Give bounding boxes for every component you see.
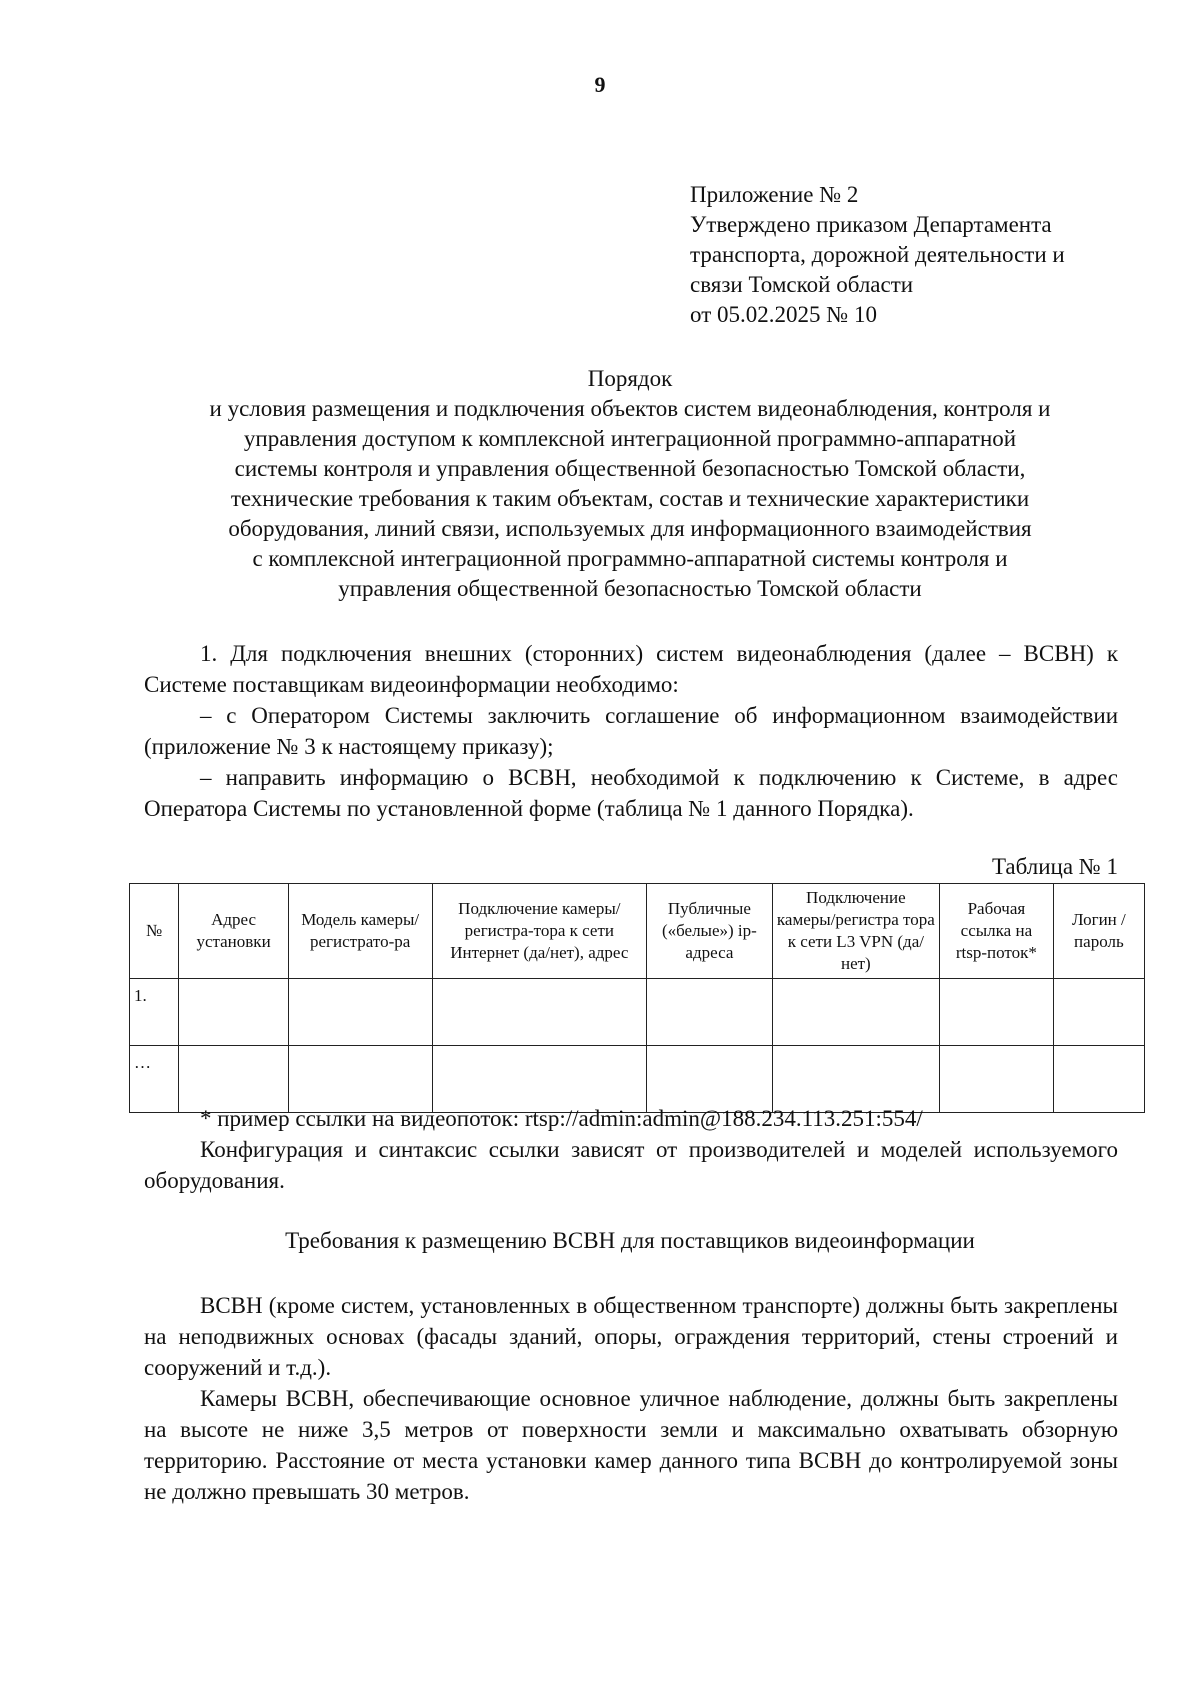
table-cell	[647, 979, 773, 1046]
table-header-cell: Подключение камеры/регистра тора к сети L3 VPN (да/нет)	[772, 884, 939, 979]
table-header-cell: №	[130, 884, 179, 979]
appendix-header	[690, 180, 1130, 330]
requirements-paragraph: Камеры ВСВН, обеспечивающие основное уличное наблюдение, должны быть закреплены на высоте не ниже 3,5 метров от поверхности земли и максимально охватывать обзорную территорию. Расстояние от места установки камер данного типа ВСВН до контролируемой зоны не должно превышать 30 метров.	[144, 1386, 1118, 1504]
table-header-cell: Публичные («белые») ip-адреса	[647, 884, 773, 979]
title-line: управления доступом к комплексной интеграционной программно-аппаратной	[243, 426, 1017, 451]
title-line: оборудования, линий связи, используемых для информационного взаимодействия	[228, 516, 1032, 541]
section-1-bullet: – с Оператором Системы заключить соглашение об информационном взаимодействии (приложение № 3 к настоящему приказу);	[144, 703, 1118, 759]
configuration-note: Конфигурация и синтаксис ссылки зависят от производителей и моделей используемого оборудования.	[144, 1137, 1118, 1193]
appendix-line: от 05.02.2025 № 10	[690, 302, 877, 327]
table-cell	[940, 979, 1054, 1046]
connection-table	[129, 883, 1145, 1113]
table-cell	[288, 979, 432, 1046]
requirements-paragraph: ВСВН (кроме систем, установленных в общественном транспорте) должны быть закреплены на неподвижных основах (фасады зданий, опоры, ограждения территорий, стены строений и сооружений и т.д.).	[144, 1293, 1118, 1380]
table-header-row	[130, 884, 1145, 979]
table-caption: Таблица № 1	[991, 854, 1118, 879]
table-row	[130, 979, 1145, 1046]
requirements-section	[144, 1290, 1118, 1507]
title-line: Порядок	[587, 366, 673, 391]
table-cell	[772, 979, 939, 1046]
document-title	[140, 364, 1120, 604]
title-line: управления общественной безопасностью Томской области	[338, 576, 922, 601]
appendix-line: связи Томской области	[690, 272, 914, 297]
table-cell	[432, 979, 647, 1046]
table-cell: …	[130, 1046, 179, 1113]
table-header-cell: Подключение камеры/регистра-тора к сети Интернет (да/нет), адрес	[432, 884, 647, 979]
section-1-bullet: – направить информацию о ВСВН, необходимой к подключению к Системе, в адрес Оператора Системы по установленной форме (таблица № 1 данного Порядка).	[144, 765, 1118, 821]
table-header-cell: Модель камеры/ регистрато-ра	[288, 884, 432, 979]
page-number: 9	[594, 72, 606, 97]
appendix-line: транспорта, дорожной деятельности и	[690, 242, 1065, 267]
title-line: технические требования к таким объектам, состав и технические характеристики	[230, 486, 1030, 511]
requirements-heading: Требования к размещению ВСВН для поставщиков видеоинформации	[285, 1228, 975, 1253]
table-cell: 1.	[130, 979, 179, 1046]
title-line: с комплексной интеграционной программно-аппаратной системы контроля и	[252, 546, 1008, 571]
table-header-cell: Рабочая ссылка на rtsp-поток*	[940, 884, 1054, 979]
table-header-cell: Адрес установки	[179, 884, 288, 979]
section-1-paragraph: 1. Для подключения внешних (сторонних) систем видеонаблюдения (далее – ВСВН) к Системе поставщикам видеоинформации необходимо:	[144, 641, 1118, 697]
table-header-cell: Логин / пароль	[1053, 884, 1144, 979]
title-line: системы контроля и управления общественной безопасностью Томской области,	[234, 456, 1026, 481]
appendix-line: Утверждено приказом Департамента	[690, 212, 1052, 237]
section-1	[144, 638, 1118, 824]
table-cell	[1053, 979, 1144, 1046]
appendix-line: Приложение № 2	[690, 182, 859, 207]
table-notes	[144, 1103, 1118, 1196]
title-line: и условия размещения и подключения объектов систем видеонаблюдения, контроля и	[209, 396, 1051, 421]
table-cell	[179, 979, 288, 1046]
rtsp-example-note: * пример ссылки на видеопоток: rtsp://admin:admin@188.234.113.251:554/	[200, 1106, 923, 1131]
